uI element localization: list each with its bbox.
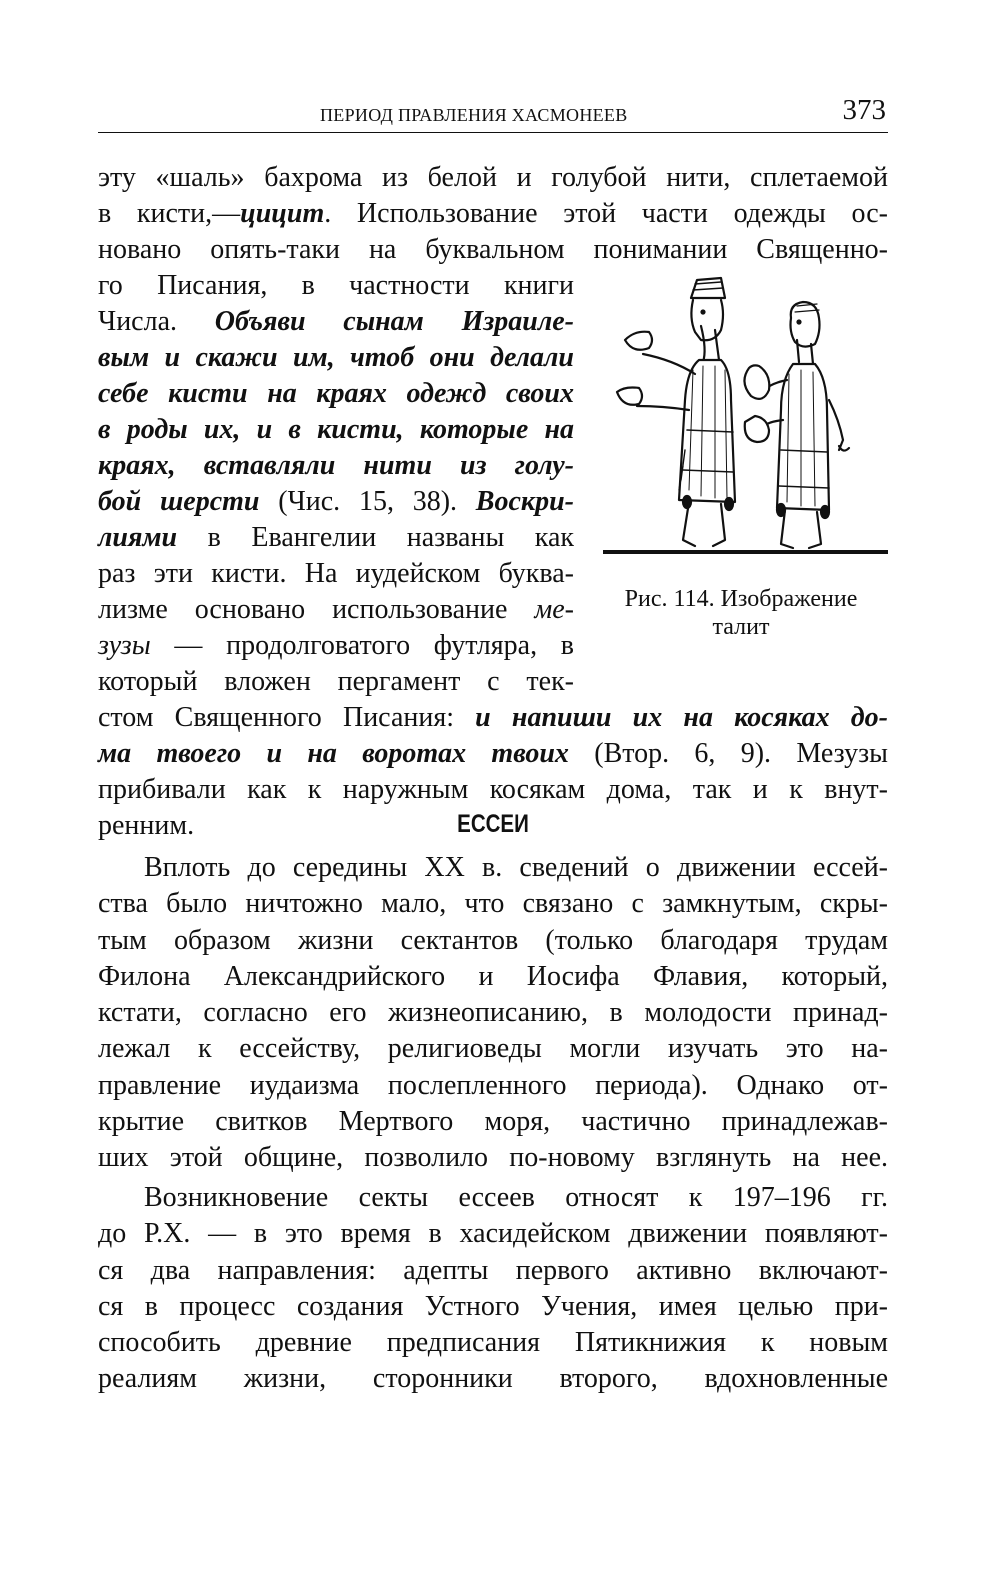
body-line: способить древние предписания Пятикнижия к новым: [98, 1327, 888, 1359]
body-line: крытие свитков Мертвого моря, частично принадлежав-: [98, 1106, 888, 1138]
body-line: реалиям жизни, сторонники второго, вдохновленные: [98, 1363, 888, 1395]
page-header: [98, 92, 888, 133]
tallit-drawing: [603, 270, 888, 570]
body-line: стом Священного Писания: и напиши их на косяках до-: [98, 702, 888, 733]
section-heading: ЕССЕИ: [457, 810, 529, 838]
body-line: кстати, согласно его жизнеописанию, в молодости принад-: [98, 997, 888, 1029]
body-line: лежал к ессейству, религиоведы могли изучать это на-: [98, 1033, 888, 1065]
scripture-quote: в роды их, и в кисти, которые на: [98, 414, 574, 445]
body-line: Филона Александрийского и Иосифа Флавия, который,: [98, 960, 888, 992]
body-line: лиями в Евангелии названы как: [98, 522, 574, 553]
book-page: [98, 0, 888, 1589]
paragraph: [98, 1180, 888, 1398]
body-line: бой шерсти (Чис. 15, 38). Воскри-: [98, 486, 574, 517]
caption-line: Рис. 114. Изображение: [624, 586, 858, 612]
body-line: ма твоего и на воротах твоих (Втор. 6, 9). Мезузы: [98, 738, 888, 769]
scripture-quote: краях, вставляли нити из голу-: [98, 450, 574, 481]
figure-illustration: [603, 270, 888, 570]
body-line: зузы — продолговатого футляра, в: [98, 630, 574, 661]
body-line: эту «шаль» бахрома из белой и голубой нити, сплетаемой: [98, 162, 888, 193]
body-line: в кисти,—цицит. Использование этой части одежды ос-: [98, 198, 888, 229]
page-number: 373: [842, 94, 886, 126]
scripture-quote: ма твоего и на воротах твоих: [98, 738, 569, 769]
running-title: ПЕРИОД ПРАВЛЕНИЯ ХАСМОНЕЕВ: [320, 105, 628, 125]
body-line: Числа. Объяви сынам Израиле-: [98, 306, 574, 337]
body-line: ренним.: [98, 810, 195, 841]
body-line: до Р.Х. — в это время в хасидейском движении появляют-: [98, 1218, 888, 1250]
scripture-quote: и напиши их на косяках до-: [475, 702, 888, 733]
body-line: го Писания, в частности книги: [98, 270, 574, 301]
body-line: Вплоть до середины XX в. сведений о движении ессей-: [144, 852, 888, 883]
body-line: ся два направления: адепты первого активно включают-: [98, 1254, 888, 1286]
body-line: новано опять-таки на буквальном понимании Священно-: [98, 234, 888, 265]
term-tsitsit: цицит: [240, 198, 325, 229]
caption-line: талит: [712, 614, 770, 640]
paragraph: [98, 850, 888, 1177]
body-line: который вложен пергамент с тек-: [98, 666, 574, 697]
body-line: лизме основано использование ме-: [98, 594, 574, 625]
scripture-quote: вым и скажи им, чтоб они делали: [98, 342, 574, 373]
figure-caption: [595, 585, 887, 641]
body-line: раз эти кисти. На иудейском буква-: [98, 558, 574, 589]
body-line: ся в процесс создания Устного Учения, имея целью при-: [98, 1290, 888, 1322]
body-line: тым образом жизни сектантов (только благодаря трудам: [98, 924, 888, 956]
body-line: правление иудаизма послепленного периода). Однако от-: [98, 1069, 888, 1101]
scripture-quote: Объяви сынам Израиле-: [214, 306, 574, 337]
body-line: прибивали как к наружным косякам дома, так и к внут-: [98, 774, 888, 805]
scripture-quote: себе кисти на краях одежд своих: [98, 378, 574, 409]
body-line: ших этой общине, позволило по-новому взглянуть на нее.: [98, 1142, 888, 1174]
body-line: Возникновение секты ессеев относят к 197–196 гг.: [144, 1182, 888, 1213]
body-line: ства было ничтожно мало, что связано с замкнутым, скры-: [98, 888, 888, 920]
